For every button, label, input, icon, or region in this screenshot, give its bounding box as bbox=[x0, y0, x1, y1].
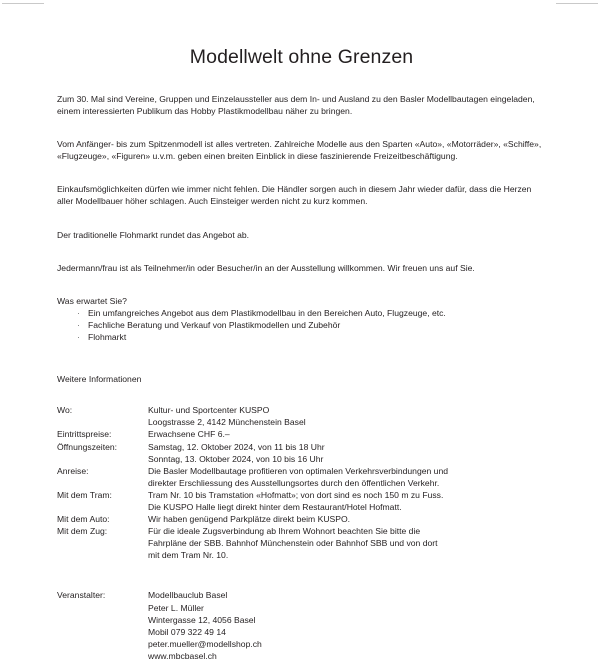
organizer-label: Veranstalter: bbox=[57, 590, 106, 601]
document-content bbox=[57, 0, 546, 662]
info-value-line: Samstag, 12. Oktober 2024, von 11 bis 18 Uhr bbox=[148, 441, 325, 452]
info-value-line: Fahrpläne der SBB. Bahnhof Münchenstein oder Bahnhof SBB und von dort bbox=[148, 538, 438, 549]
info-value bbox=[148, 513, 546, 525]
organizer-name: Modellbauclub Basel bbox=[148, 590, 228, 601]
organizer-table bbox=[57, 589, 546, 662]
list-item bbox=[57, 331, 546, 343]
info-label: Eintrittspreise: bbox=[57, 429, 112, 440]
crop-mark-left-icon bbox=[2, 3, 44, 4]
paragraph-intro: Zum 30. Mal sind Vereine, Gruppen und Einzelaussteller aus dem In- und Ausland zu den Basler Modellbautagen eingeladen, einem interessierten Publikum das Hobby Plastikmodellbau näher zu bringen. bbox=[57, 94, 535, 117]
paragraph-welcome: Jedermann/frau ist als Teilnehmer/in oder Besucher/in an der Ausstellung willkommen. Wir freuen uns auf Sie. bbox=[57, 262, 475, 273]
spacer bbox=[57, 343, 546, 373]
spacer bbox=[57, 208, 546, 229]
paragraph-shopping: Einkaufsmöglichkeiten dürfen wie immer nicht fehlen. Die Händler sorgen auch in diesem Jahr wieder dafür, dass die Herzen aller Modellbauer höher schlagen. Auch Einsteiger werden nicht zu kurz kommen. bbox=[57, 184, 532, 207]
organizer-value bbox=[148, 589, 546, 662]
info-value-line: mit dem Tram Nr. 10. bbox=[148, 550, 229, 561]
info-value-line: Sonntag, 13. Oktober 2024, von 10 bis 16 Uhr bbox=[148, 453, 324, 464]
spacer bbox=[57, 274, 546, 295]
spacer bbox=[57, 385, 546, 404]
list-item-label: Flohmarkt bbox=[88, 332, 127, 343]
info-value-line: Kultur- und Sportcenter KUSPO bbox=[148, 405, 270, 416]
organizer-phone: Mobil 079 322 49 14 bbox=[148, 626, 226, 637]
info-value-line: Die KUSPO Halle liegt direkt hinter dem Restaurant/Hotel Hofmatt. bbox=[148, 501, 402, 512]
paragraph-models: Vom Anfänger- bis zum Spitzenmodell ist alles vertreten. Zahlreiche Modelle aus den Sparten «Auto», «Motorräder», «Schiffe», «Flugzeuge», «Figuren» u.v.m. geben einen breiten Einblick in diese faszinierende Freizeitbeschäftigung. bbox=[57, 139, 542, 162]
info-value-line: Für die ideale Zugsverbindung ab Ihrem Wohnort beachten Sie bitte die bbox=[148, 526, 421, 537]
list-item-label: Fachliche Beratung und Verkauf von Plastikmodellen und Zubehör bbox=[88, 319, 341, 330]
bullet-dot-icon: · bbox=[77, 319, 80, 330]
info-table bbox=[57, 404, 546, 561]
info-value-line: Wir haben genügend Parkplätze direkt beim KUSPO. bbox=[148, 514, 351, 525]
info-label: Mit dem Auto: bbox=[57, 514, 110, 525]
spacer bbox=[57, 561, 546, 589]
info-label: Wo: bbox=[57, 405, 73, 416]
info-label: Anreise: bbox=[57, 465, 89, 476]
info-value bbox=[148, 489, 546, 513]
list-item bbox=[57, 307, 546, 319]
info-value-line: Erwachsene CHF 6.– bbox=[148, 429, 230, 440]
info-value bbox=[148, 404, 546, 428]
info-value-line: Die Basler Modellbautage profitieren von optimalen Verkehrsverbindungen und bbox=[148, 465, 449, 476]
table-row bbox=[57, 525, 546, 561]
info-value-line: direkter Erschliessung des Ausstellungsortes durch den öffentlichen Verkehr. bbox=[148, 477, 440, 488]
table-row bbox=[57, 465, 546, 489]
list-item bbox=[57, 319, 546, 331]
expect-list bbox=[57, 307, 546, 343]
page-title: Modellwelt ohne Grenzen bbox=[189, 46, 414, 68]
bullet-dot-icon: · bbox=[77, 307, 80, 318]
expect-heading: Was erwartet Sie? bbox=[57, 295, 127, 306]
info-value-line: Tram Nr. 10 bis Tramstation «Hofmatt»; von dort sind es noch 150 m zu Fuss. bbox=[148, 489, 444, 500]
paragraph-fleamarket: Der traditionelle Flohmarkt rundet das Angebot ab. bbox=[57, 229, 250, 240]
info-label: Öffnungszeiten: bbox=[57, 441, 118, 452]
info-heading: Weitere Informationen bbox=[57, 374, 142, 385]
info-value bbox=[148, 428, 546, 440]
table-row bbox=[57, 441, 546, 465]
table-row bbox=[57, 489, 546, 513]
table-row bbox=[57, 513, 546, 525]
table-row bbox=[57, 404, 546, 428]
spacer bbox=[57, 117, 546, 138]
info-value-line: Loogstrasse 2, 4142 Münchenstein Basel bbox=[148, 417, 306, 428]
info-label: Mit dem Zug: bbox=[57, 526, 108, 537]
list-item-label: Ein umfangreiches Angebot aus dem Plastikmodellbau in den Bereichen Auto, Flugzeuge, etc. bbox=[88, 307, 446, 318]
info-value bbox=[148, 525, 546, 561]
intro-section bbox=[57, 69, 546, 274]
info-value bbox=[148, 465, 546, 489]
organizer-email: peter.mueller@modellshop.ch bbox=[148, 638, 262, 649]
info-value bbox=[148, 441, 546, 465]
spacer bbox=[57, 241, 546, 262]
bullet-dot-icon: · bbox=[77, 332, 80, 343]
spacer bbox=[57, 162, 546, 183]
info-label: Mit dem Tram: bbox=[57, 489, 112, 500]
crop-mark-right-icon bbox=[556, 3, 598, 4]
organizer-contact-person: Peter L. Müller bbox=[148, 602, 204, 613]
organizer-website: www.mbcbasel.ch bbox=[148, 650, 217, 661]
organizer-address: Wintergasse 12, 4056 Basel bbox=[148, 614, 256, 625]
table-row bbox=[57, 428, 546, 440]
table-row bbox=[57, 589, 546, 662]
